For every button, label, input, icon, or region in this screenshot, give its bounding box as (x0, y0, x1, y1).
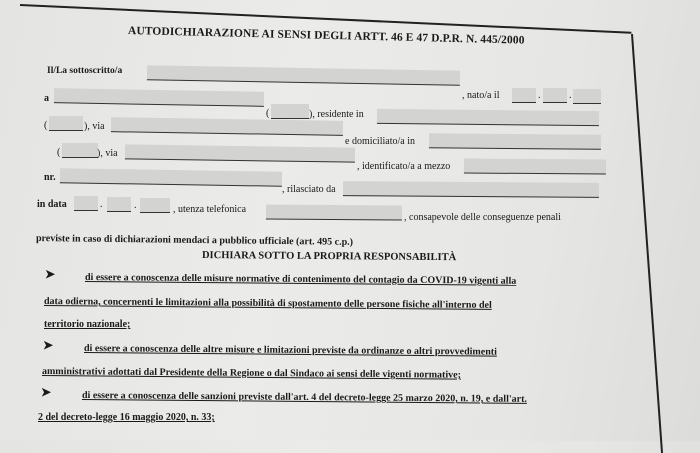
label-utenza-telefonica: , utenza telefonica (173, 204, 247, 215)
label-via-1: ), via (84, 121, 105, 132)
label-rilasciato-da: , rilasciato da (282, 184, 336, 195)
label-previste: previste in caso di dichiarazioni mendaci a pubblico ufficiale (art. 495 c.p.) (35, 233, 354, 248)
label-in-data: in data (37, 199, 67, 210)
arrowhead-bullet-icon: ➤ (43, 338, 54, 352)
field-documento-tipo[interactable] (464, 159, 606, 175)
paren-open: ( (57, 147, 61, 158)
declaration-3-line-1: di essere a conoscenza delle sanzioni previste dall'art. 4 del decreto-legge 25 marzo 2020, n. 19, e dall'art. (81, 390, 527, 405)
field-domicilio-via[interactable] (125, 144, 355, 162)
field-nascita-anno[interactable] (573, 89, 601, 104)
date-separator: . (569, 90, 572, 101)
field-residenza-comune[interactable] (377, 109, 599, 126)
label-a: a (44, 93, 49, 104)
declaration-1-line-2: data odierna, concernenti le limitazioni alla possibilità di spostamento delle persone fisiche all'interno del (43, 296, 492, 311)
label-nr: nr. (44, 172, 56, 183)
declaration-2-line-1: di essere a conoscenza delle altre misure e limitazioni previste da ordinanze o altri provvedimenti (83, 343, 497, 358)
section-heading: DICHIARA SOTTO LA PROPRIA RESPONSABILITÀ (201, 250, 457, 264)
field-nome[interactable] (147, 65, 460, 85)
label-via-2: ), via (97, 148, 118, 159)
label-consapevole: , consapevole delle conseguenze penali (404, 212, 561, 223)
field-documento-numero[interactable] (60, 168, 282, 186)
document-title: AUTODICHIARAZIONE AI SENSI DEGLI ARTT. 46 E 47 D.P.R. N. 445/2000 (127, 25, 525, 47)
label-residente-in: ), residente in (309, 109, 364, 120)
paren-open: ( (266, 108, 270, 119)
field-rilasciato-da[interactable] (343, 181, 599, 198)
label-nato-il: , nato/a il (462, 90, 500, 101)
declaration-2-line-2: amministrativi adottati dal Presidente della Regione o dal Sindaco ai sensi delle vigenti normative; (41, 366, 462, 381)
field-domicilio-provincia[interactable] (62, 143, 98, 158)
date-separator: . (100, 199, 103, 210)
field-domicilio-comune[interactable] (429, 133, 601, 150)
arrowhead-bullet-icon: ➤ (45, 267, 56, 281)
field-residenza-provincia[interactable] (49, 116, 83, 131)
field-nascita-mese[interactable] (543, 88, 567, 103)
label-sottoscritto: Il/La sottoscritto/a (47, 66, 123, 76)
field-residenza-via[interactable] (111, 117, 343, 136)
label-domiciliato-in: e domiciliato/a in (345, 136, 415, 147)
field-rilascio-anno[interactable] (140, 198, 170, 213)
field-rilascio-mese[interactable] (107, 197, 131, 212)
arrowhead-bullet-icon: ➤ (41, 385, 52, 399)
field-rilascio-giorno[interactable] (74, 196, 98, 211)
date-separator: . (134, 200, 137, 211)
field-telefono[interactable] (266, 205, 402, 221)
declaration-1-line-1: di essere a conoscenza delle misure normative di contenimento del contagio da COVID-19 vigenti alla (84, 272, 517, 287)
declaration-1-line-3: territorio nazionale; (44, 319, 131, 330)
declaration-3-line-2: 2 del decreto-legge 16 maggio 2020, n. 33; (38, 412, 215, 423)
label-identificato-mezzo: , identificato/a a mezzo (357, 161, 451, 172)
field-nascita-giorno[interactable] (512, 88, 536, 103)
field-provincia-nascita[interactable] (271, 104, 309, 119)
form-border-right (631, 34, 663, 453)
field-luogo-nascita[interactable] (54, 88, 264, 107)
date-separator: . (538, 90, 541, 101)
paren-open: ( (44, 120, 48, 131)
